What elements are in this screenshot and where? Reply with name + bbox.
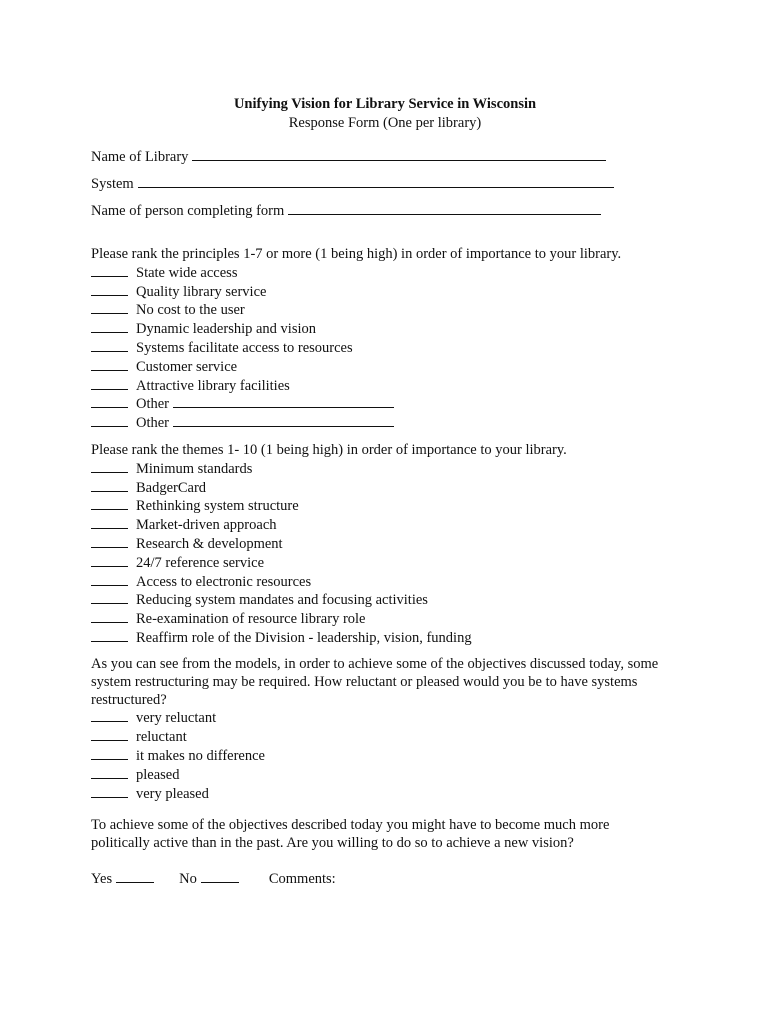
- choice-blank[interactable]: [91, 747, 128, 760]
- principle-item-other: [91, 395, 691, 414]
- choice-blank[interactable]: [91, 785, 128, 798]
- person-input-line[interactable]: [288, 202, 601, 215]
- rank-blank[interactable]: [91, 377, 128, 390]
- form-title: Unifying Vision for Library Service in Wisconsin: [233, 96, 537, 112]
- form-header: [0, 95, 770, 132]
- yes-blank[interactable]: [116, 870, 154, 883]
- theme-label: Reaffirm role of the Division - leadership, vision, funding: [136, 629, 472, 646]
- restructuring-option: [91, 785, 671, 804]
- rank-blank[interactable]: [91, 339, 128, 352]
- principle-item: [91, 264, 691, 283]
- person-field: [91, 202, 601, 220]
- theme-item: [91, 479, 691, 498]
- restructuring-option: [91, 747, 671, 766]
- principle-item: [91, 301, 691, 320]
- theme-item: [91, 591, 691, 610]
- restructuring-option: [91, 766, 671, 785]
- principle-label: Other: [136, 396, 170, 413]
- theme-item: [91, 535, 691, 554]
- principle-item: [91, 358, 691, 377]
- principle-label: Customer service: [136, 358, 238, 375]
- rank-blank[interactable]: [91, 283, 128, 296]
- comments-label: Comments:: [268, 871, 336, 887]
- principle-label: Quality library service: [136, 283, 267, 300]
- person-label: Name of person completing form: [91, 203, 285, 219]
- system-label: System: [91, 176, 134, 192]
- rank-blank[interactable]: [91, 301, 128, 314]
- principle-item: [91, 339, 691, 358]
- option-label: very pleased: [136, 785, 209, 802]
- principle-label: Systems facilitate access to resources: [136, 339, 353, 356]
- no-blank[interactable]: [201, 870, 239, 883]
- rank-blank[interactable]: [91, 358, 128, 371]
- political-section: [91, 817, 651, 853]
- library-name-field: [91, 148, 606, 166]
- theme-label: Research & development: [136, 535, 283, 552]
- theme-item: [91, 610, 691, 629]
- restructuring-section: [91, 656, 671, 803]
- other-input-line[interactable]: [173, 395, 394, 408]
- system-input-line[interactable]: [138, 175, 614, 188]
- theme-label: Reducing system mandates and focusing activities: [136, 592, 428, 609]
- other-input-line[interactable]: [173, 414, 394, 427]
- political-prompt: To achieve some of the objectives described today you might have to become much more politically active than in the past. Are you willing to do so to achieve a new vision?: [91, 817, 610, 851]
- theme-label: Rethinking system structure: [136, 498, 299, 515]
- rank-blank[interactable]: [91, 516, 128, 529]
- theme-label: Re-examination of resource library role: [136, 611, 366, 628]
- principle-label: Attractive library facilities: [136, 377, 290, 394]
- yes-label: Yes: [91, 871, 113, 887]
- rank-blank[interactable]: [91, 264, 128, 277]
- themes-section: [91, 442, 691, 648]
- theme-item: [91, 497, 691, 516]
- principle-label: Other: [136, 415, 170, 432]
- rank-blank[interactable]: [91, 573, 128, 586]
- restructuring-option: [91, 709, 671, 728]
- option-label: it makes no difference: [136, 747, 265, 764]
- principle-label: No cost to the user: [136, 302, 245, 319]
- principles-prompt: Please rank the principles 1-7 or more (1 being high) in order of importance to your library.: [91, 246, 622, 262]
- option-label: pleased: [136, 766, 180, 783]
- principle-label: Dynamic leadership and vision: [136, 321, 316, 338]
- rank-blank[interactable]: [91, 395, 128, 408]
- form-subtitle: Response Form (One per library): [288, 115, 482, 131]
- choice-blank[interactable]: [91, 766, 128, 779]
- theme-item: [91, 460, 691, 479]
- yes-no-row: [91, 870, 336, 888]
- theme-item: [91, 629, 691, 648]
- principle-item: [91, 283, 691, 302]
- principle-item: [91, 377, 691, 396]
- choice-blank[interactable]: [91, 709, 128, 722]
- rank-blank[interactable]: [91, 554, 128, 567]
- rank-blank[interactable]: [91, 479, 128, 492]
- library-name-input-line[interactable]: [192, 148, 606, 161]
- principles-section: [91, 246, 691, 433]
- theme-label: Minimum standards: [136, 460, 253, 477]
- rank-blank[interactable]: [91, 591, 128, 604]
- principle-label: State wide access: [136, 264, 238, 281]
- choice-blank[interactable]: [91, 728, 128, 741]
- rank-blank[interactable]: [91, 460, 128, 473]
- theme-label: Access to electronic resources: [136, 573, 312, 590]
- rank-blank[interactable]: [91, 320, 128, 333]
- restructuring-option: [91, 728, 671, 747]
- rank-blank[interactable]: [91, 414, 128, 427]
- theme-label: Market-driven approach: [136, 517, 277, 534]
- theme-item: [91, 516, 691, 535]
- theme-label: 24/7 reference service: [136, 554, 265, 571]
- principle-item-other: [91, 414, 691, 433]
- rank-blank[interactable]: [91, 497, 128, 510]
- library-name-label: Name of Library: [91, 149, 189, 165]
- option-label: very reluctant: [136, 710, 217, 727]
- theme-item: [91, 573, 691, 592]
- theme-label: BadgerCard: [136, 479, 207, 496]
- principle-item: [91, 320, 691, 339]
- rank-blank[interactable]: [91, 610, 128, 623]
- theme-item: [91, 554, 691, 573]
- option-label: reluctant: [136, 729, 187, 746]
- rank-blank[interactable]: [91, 535, 128, 548]
- system-field: [91, 175, 614, 193]
- rank-blank[interactable]: [91, 629, 128, 642]
- no-label: No: [179, 871, 197, 887]
- themes-prompt: Please rank the themes 1- 10 (1 being high) in order of importance to your library.: [91, 442, 567, 458]
- restructuring-prompt: As you can see from the models, in order to achieve some of the objectives discussed today, some system restructuring may be required. How reluctant or pleased would you be to have systems restructured?: [91, 656, 659, 708]
